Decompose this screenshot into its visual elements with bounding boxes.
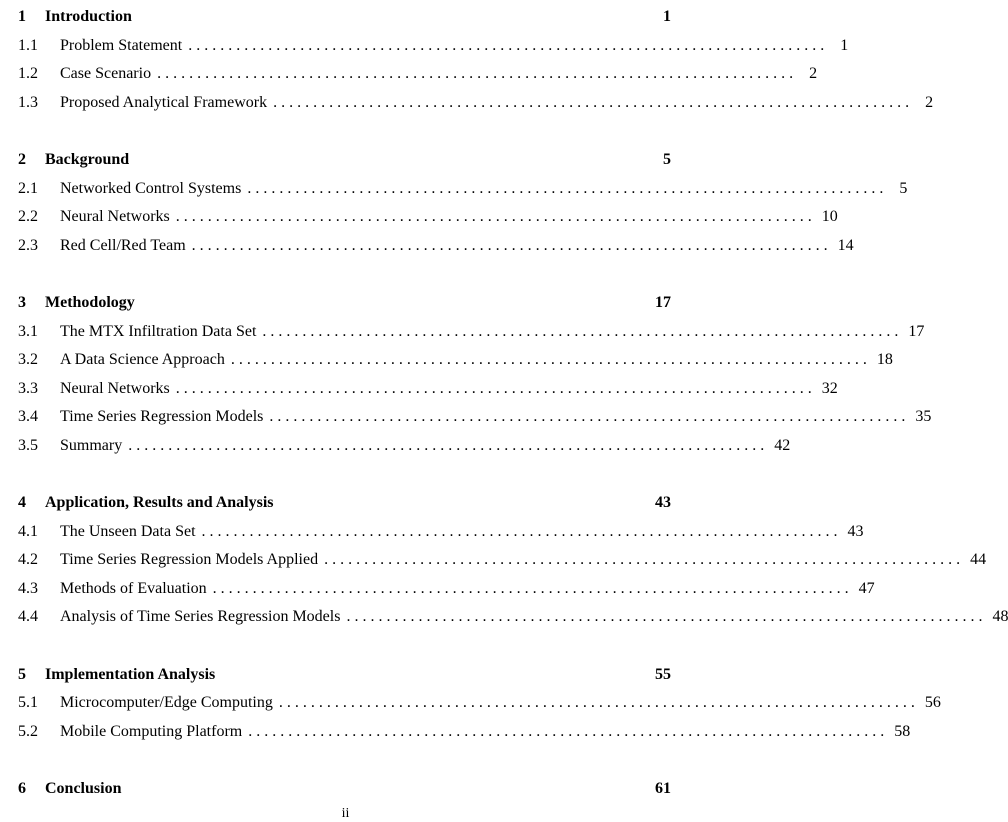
toc-entry-page-number: 42 <box>774 437 791 454</box>
dot-leader: . . . . . . . . . . . . . . . . . . . . . . . . . . . . . . . . . . . . . . . . . . . . . . . . . . . . . . . . . . . . . . . . . . . . . . . . . . . . . . . . <box>201 523 838 540</box>
toc-entry-number: 3 <box>18 294 26 311</box>
toc-entry-page-number: 5 <box>899 180 908 197</box>
toc-entry-number: 3.5 <box>18 437 38 454</box>
toc-entry-page-number: 61 <box>655 780 671 797</box>
dot-leader: . . . . . . . . . . . . . . . . . . . . . . . . . . . . . . . . . . . . . . . . . . . . . . . . . . . . . . . . . . . . . . . . . . . . . . . . . . . . . . . . <box>128 437 765 454</box>
toc-section-entry[interactable] <box>18 205 838 229</box>
toc-entry-number: 6 <box>18 780 26 797</box>
toc-entry-title: Neural Networks <box>60 380 170 397</box>
dot-leader: . . . . . . . . . . . . . . . . . . . . . . . . . . . . . . . . . . . . . . . . . . . . . . . . . . . . . . . . . . . . . . . . . . . . . . . . . . . . . . . . <box>175 380 812 397</box>
dot-leader: . . . . . . . . . . . . . . . . . . . . . . . . . . . . . . . . . . . . . . . . . . . . . . . . . . . . . . . . . . . . . . . . . . . . . . . . . . . . . . . . <box>212 580 849 597</box>
toc-entry-number: 1 <box>18 8 26 25</box>
toc-entry-number: 2.2 <box>18 208 38 225</box>
toc-entry-title: Conclusion <box>45 780 122 797</box>
toc-entry-title: A Data Science Approach <box>60 351 225 368</box>
toc-chapter-entry[interactable] <box>18 5 671 29</box>
toc-entry-page-number: 10 <box>821 208 838 225</box>
toc-entry-number: 2.3 <box>18 237 38 254</box>
toc-section-entry[interactable] <box>18 520 864 544</box>
toc-entry-page-number: 2 <box>925 94 934 111</box>
toc-section-entry[interactable] <box>18 434 791 458</box>
toc-entry-page-number: 35 <box>915 408 932 425</box>
toc-entry-title: Microcomputer/Edge Computing <box>60 694 273 711</box>
toc-entry-number: 3.3 <box>18 380 38 397</box>
toc-entry-number: 1.2 <box>18 65 38 82</box>
dot-leader: . . . . . . . . . . . . . . . . . . . . . . . . . . . . . . . . . . . . . . . . . . . . . . . . . . . . . . . . . . . . . . . . . . . . . . . . . . . . . . . . <box>175 208 812 225</box>
dot-leader: . . . . . . . . . . . . . . . . . . . . . . . . . . . . . . . . . . . . . . . . . . . . . . . . . . . . . . . . . . . . . . . . . . . . . . . . . . . . . . . . <box>188 37 825 54</box>
toc-chapter-entry[interactable] <box>18 148 671 172</box>
toc-section-entry[interactable] <box>18 34 849 58</box>
toc-entry-title: Background <box>45 151 130 168</box>
toc-entry-page-number: 32 <box>821 380 838 397</box>
toc-entry-title: Analysis of Time Series Regression Models <box>60 608 341 625</box>
toc-section-entry[interactable] <box>18 720 911 744</box>
toc-entry-page-number: 18 <box>876 351 893 368</box>
toc-section-entry[interactable] <box>18 548 987 572</box>
toc-entry-title: Methodology <box>45 294 135 311</box>
toc-entry-number: 1.1 <box>18 37 38 54</box>
dot-leader: . . . . . . . . . . . . . . . . . . . . . . . . . . . . . . . . . . . . . . . . . . . . . . . . . . . . . . . . . . . . . . . . . . . . . . . . . . . . . . . . <box>191 237 828 254</box>
toc-entry-number: 1.3 <box>18 94 38 111</box>
toc-entry-page-number: 2 <box>809 65 818 82</box>
toc-entry-number: 5.1 <box>18 694 38 711</box>
toc-entry-page-number: 5 <box>663 151 671 168</box>
toc-section-entry[interactable] <box>18 320 925 344</box>
toc-entry-page-number: 17 <box>655 294 671 311</box>
toc-entry-title: Red Cell/Red Team <box>60 237 186 254</box>
dot-leader: . . . . . . . . . . . . . . . . . . . . . . . . . . . . . . . . . . . . . . . . . . . . . . . . . . . . . . . . . . . . . . . . . . . . . . . . . . . . . . . . <box>230 351 867 368</box>
toc-entry-title: The MTX Infiltration Data Set <box>60 323 257 340</box>
page-number-footer: ii <box>341 806 350 821</box>
toc-section-entry[interactable] <box>18 405 932 429</box>
toc-entry-title: Proposed Analytical Framework <box>60 94 268 111</box>
toc-entry-number: 3.1 <box>18 323 38 340</box>
toc-entry-title: Implementation Analysis <box>45 666 216 683</box>
toc-chapter-entry[interactable] <box>18 491 671 515</box>
dot-leader: . . . . . . . . . . . . . . . . . . . . . . . . . . . . . . . . . . . . . . . . . . . . . . . . . . . . . . . . . . . . . . . . . . . . . . . . . . . . . . . . <box>324 551 961 568</box>
toc-entry-number: 2 <box>18 151 26 168</box>
toc-entry-title: Case Scenario <box>60 65 152 82</box>
toc-entry-title: Time Series Regression Models Applied <box>60 551 319 568</box>
toc-entry-title: Application, Results and Analysis <box>45 494 274 511</box>
dot-leader: . . . . . . . . . . . . . . . . . . . . . . . . . . . . . . . . . . . . . . . . . . . . . . . . . . . . . . . . . . . . . . . . . . . . . . . . . . . . . . . . <box>247 180 884 197</box>
toc-entry-title: Networked Control Systems <box>60 180 242 197</box>
toc-entry-title: Problem Statement <box>60 37 183 54</box>
dot-leader: . . . . . . . . . . . . . . . . . . . . . . . . . . . . . . . . . . . . . . . . . . . . . . . . . . . . . . . . . . . . . . . . . . . . . . . . . . . . . . . . <box>157 65 794 82</box>
dot-leader: . . . . . . . . . . . . . . . . . . . . . . . . . . . . . . . . . . . . . . . . . . . . . . . . . . . . . . . . . . . . . . . . . . . . . . . . . . . . . . . . <box>278 694 915 711</box>
toc-chapter-entry[interactable] <box>18 777 671 801</box>
toc-entry-number: 4.3 <box>18 580 38 597</box>
toc-entry-title: The Unseen Data Set <box>60 523 196 540</box>
toc-section-entry[interactable] <box>18 348 893 372</box>
toc-entry-page-number: 48 <box>992 608 1008 625</box>
toc-entry-number: 3.2 <box>18 351 38 368</box>
dot-leader: . . . . . . . . . . . . . . . . . . . . . . . . . . . . . . . . . . . . . . . . . . . . . . . . . . . . . . . . . . . . . . . . . . . . . . . . . . . . . . . . <box>273 94 910 111</box>
dot-leader: . . . . . . . . . . . . . . . . . . . . . . . . . . . . . . . . . . . . . . . . . . . . . . . . . . . . . . . . . . . . . . . . . . . . . . . . . . . . . . . . <box>248 723 885 740</box>
toc-entry-number: 4.4 <box>18 608 38 625</box>
toc-entry-title: Mobile Computing Platform <box>60 723 243 740</box>
toc-entry-title: Methods of Evaluation <box>60 580 207 597</box>
toc-section-entry[interactable] <box>18 177 908 201</box>
toc-section-entry[interactable] <box>18 234 854 258</box>
toc-section-entry[interactable] <box>18 62 818 86</box>
toc-section-entry[interactable] <box>18 577 875 601</box>
toc-entry-page-number: 44 <box>970 551 987 568</box>
toc-entry-page-number: 55 <box>655 666 671 683</box>
toc-entry-title: Summary <box>60 437 123 454</box>
toc-section-entry[interactable] <box>18 91 934 115</box>
toc-section-entry[interactable] <box>18 605 1008 629</box>
toc-section-entry[interactable] <box>18 377 838 401</box>
toc-entry-page-number: 56 <box>924 694 941 711</box>
toc-entry-number: 4 <box>18 494 26 511</box>
toc-entry-page-number: 58 <box>894 723 911 740</box>
toc-section-entry[interactable] <box>18 691 941 715</box>
toc-entry-number: 4.1 <box>18 523 38 540</box>
dot-leader: . . . . . . . . . . . . . . . . . . . . . . . . . . . . . . . . . . . . . . . . . . . . . . . . . . . . . . . . . . . . . . . . . . . . . . . . . . . . . . . . <box>346 608 983 625</box>
toc-entry-page-number: 47 <box>858 580 875 597</box>
toc-entry-number: 5 <box>18 666 26 683</box>
toc-entry-number: 3.4 <box>18 408 38 425</box>
toc-entry-page-number: 43 <box>847 523 864 540</box>
toc-entry-page-number: 17 <box>908 323 925 340</box>
toc-entry-title: Time Series Regression Models <box>60 408 264 425</box>
toc-chapter-entry[interactable] <box>18 663 671 687</box>
toc-entry-page-number: 43 <box>655 494 671 511</box>
toc-entry-page-number: 1 <box>663 8 671 25</box>
toc-entry-page-number: 1 <box>840 37 849 54</box>
toc-entry-title: Introduction <box>45 8 132 25</box>
toc-entry-number: 4.2 <box>18 551 38 568</box>
dot-leader: . . . . . . . . . . . . . . . . . . . . . . . . . . . . . . . . . . . . . . . . . . . . . . . . . . . . . . . . . . . . . . . . . . . . . . . . . . . . . . . . <box>262 323 899 340</box>
toc-entry-title: Neural Networks <box>60 208 170 225</box>
toc-entry-page-number: 14 <box>837 237 854 254</box>
toc-chapter-entry[interactable] <box>18 291 671 315</box>
toc-entry-number: 2.1 <box>18 180 38 197</box>
dot-leader: . . . . . . . . . . . . . . . . . . . . . . . . . . . . . . . . . . . . . . . . . . . . . . . . . . . . . . . . . . . . . . . . . . . . . . . . . . . . . . . . <box>269 408 906 425</box>
toc-entry-number: 5.2 <box>18 723 38 740</box>
